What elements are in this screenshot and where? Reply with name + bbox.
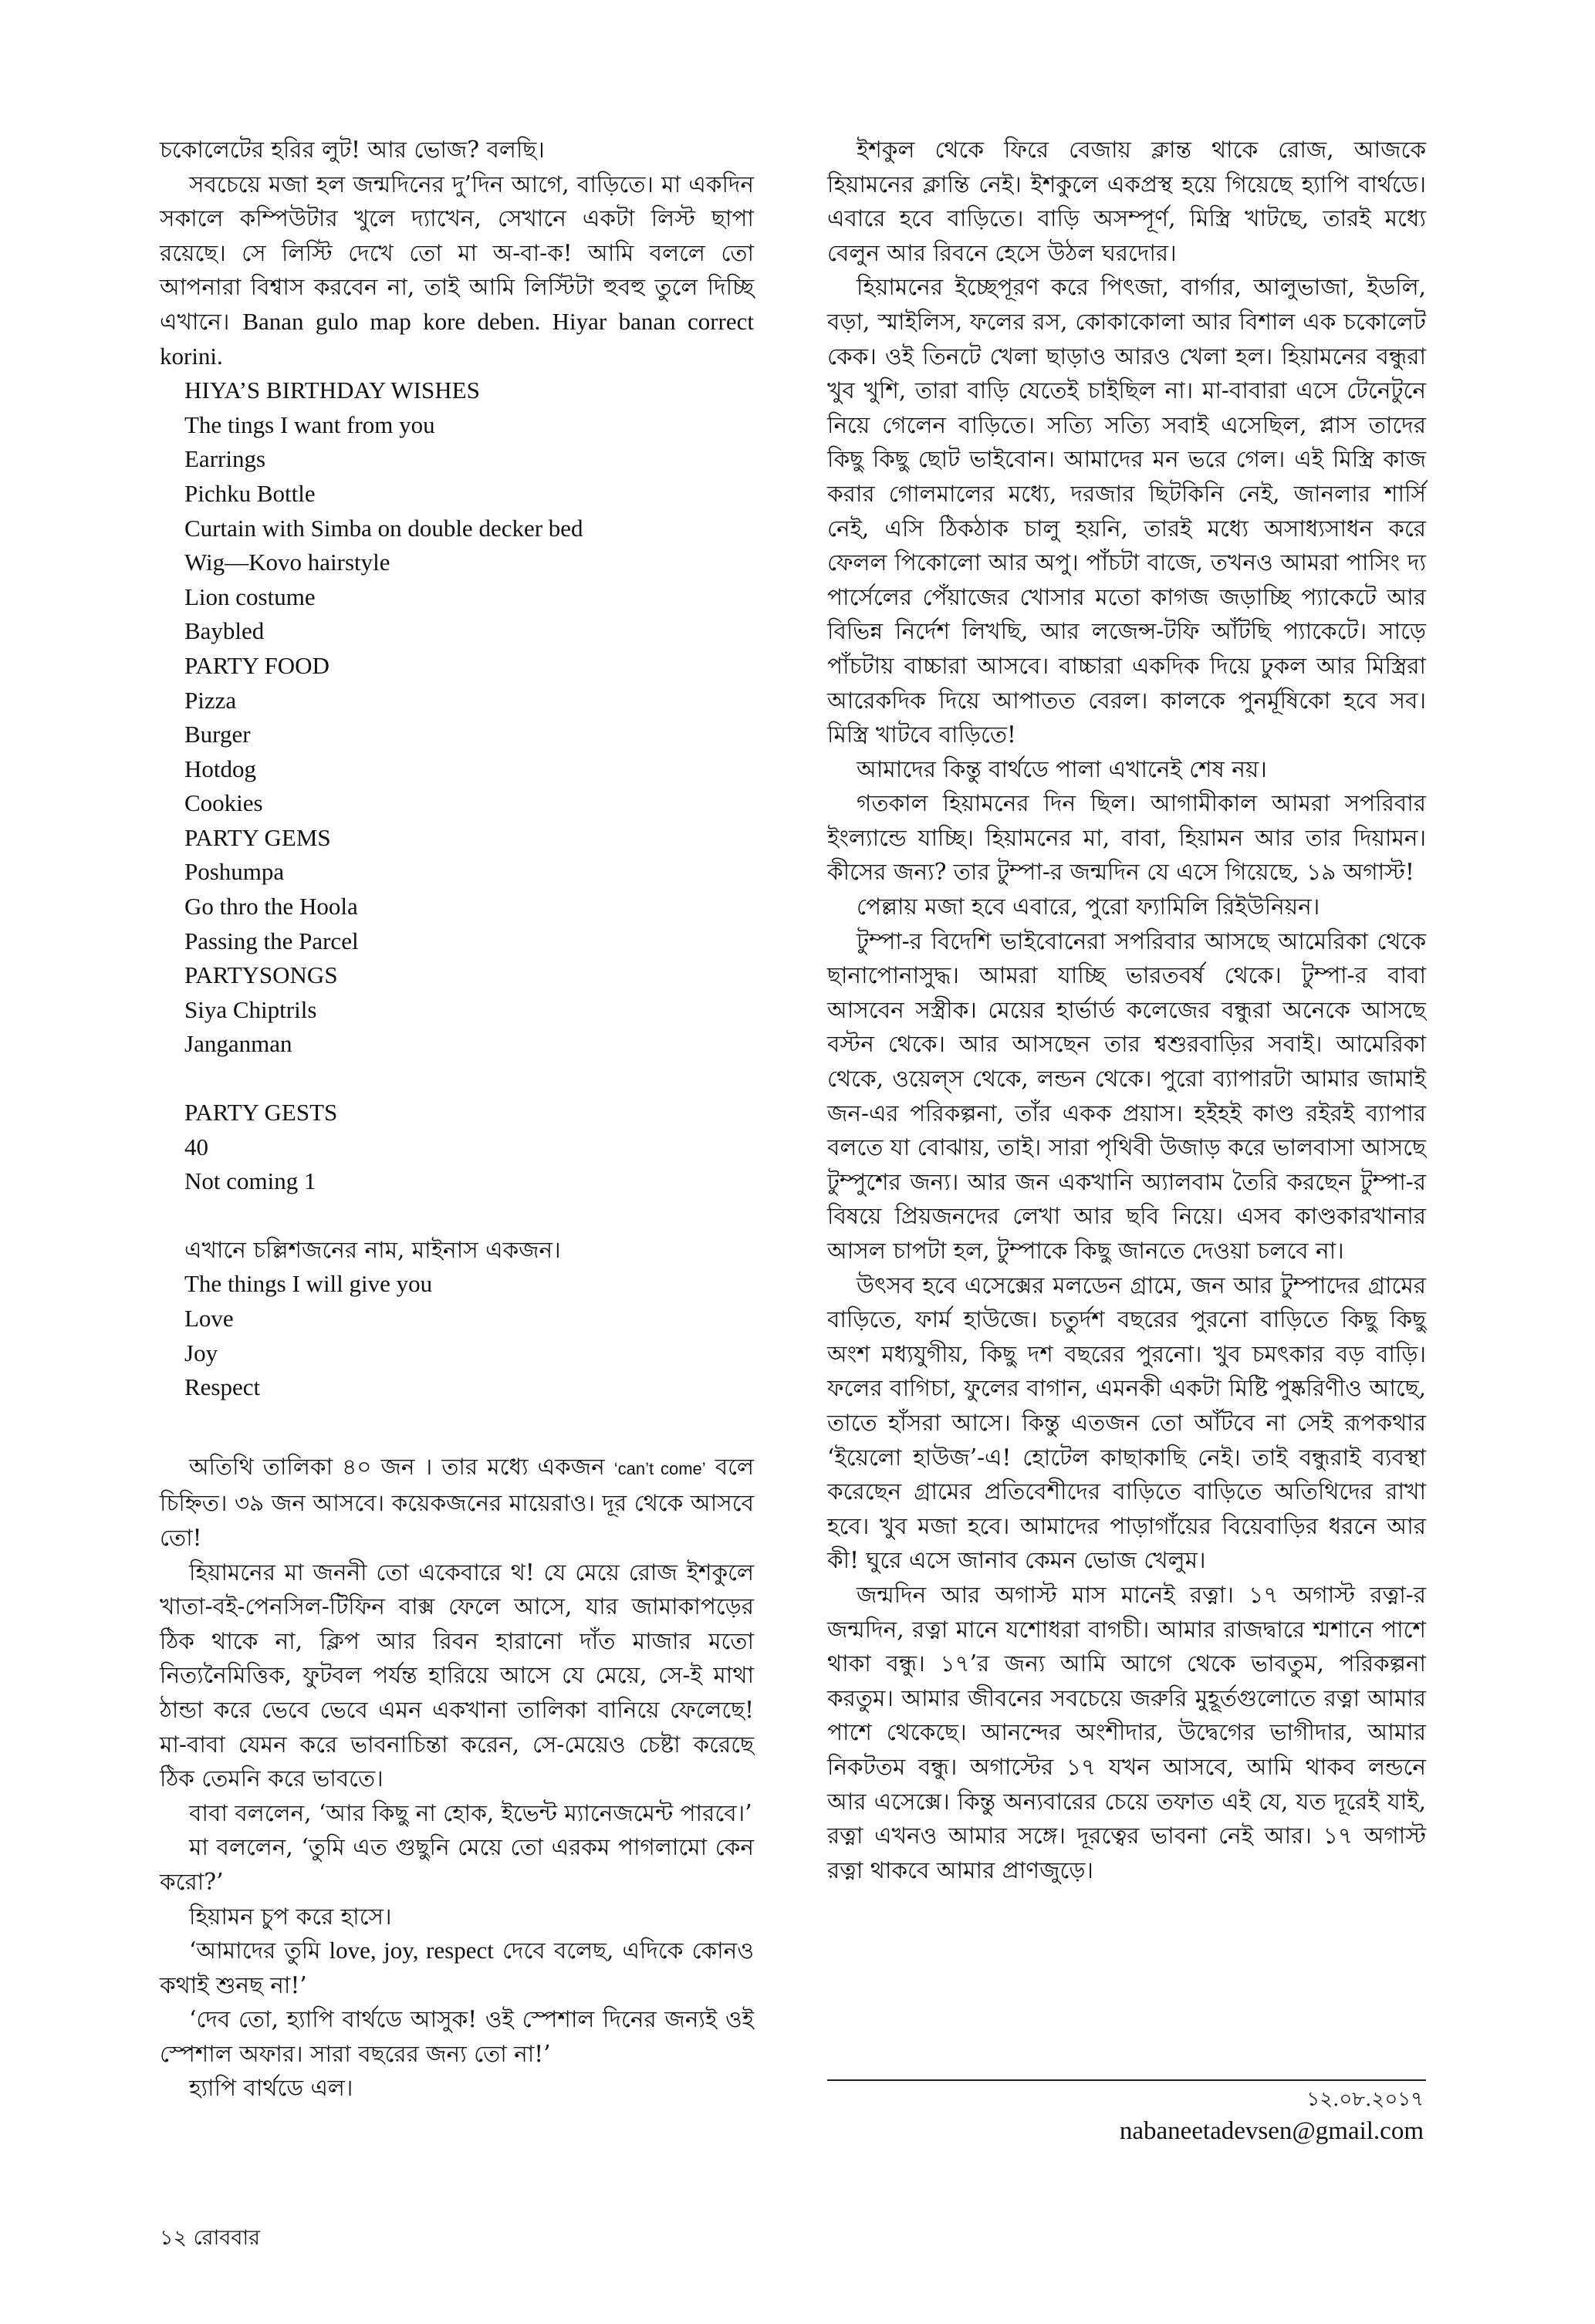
guest-list xyxy=(160,1096,754,1199)
list-item: The tings I want from you xyxy=(184,410,435,438)
paragraph: ইশকুল থেকে ফিরে বেজায় ক্লান্ত থাকে রোজ, আজকে হিয়ামনের ক্লান্তি নেই। ইশকুলে একপ্রস্থ হয়ে গিয়েছে হ্যাপি বার্থডে। এবারে হবে বাড়িতে। বাড়ি অসম্পূর্ণ, মিস্ত্রি খাটছে, তারই মধ্যে বেলুন আর রিবনে হেসে উঠল ঘরদোর। xyxy=(827,137,1426,266)
paragraph-text: অতিথি তালিকা ৪০ জন । তার মধ্যে একজন xyxy=(189,1453,614,1480)
list-item: The things I will give you xyxy=(184,1270,433,1298)
right-column xyxy=(827,133,1426,1887)
list-item: Burger xyxy=(184,721,251,748)
page-folio: ১২ রোববার xyxy=(160,2226,261,2250)
paragraph xyxy=(160,1934,754,2002)
paragraph: উৎসব হবে এসেক্সের মলডেন গ্রামে, জন আর টুম্পাদের গ্রামের বাড়িতে, ফার্ম হাউজে। চতুর্দশ বছরের পুরনো বাড়িতে কিছু কিছু অংশ মধ্যযুগীয়, কিছু দশ বছরের পুরনো। খুব চমৎকার বড় বাড়ি। ফলের বাগিচা, ফুলের বাগান, এমনকী একটা মিষ্টি পুষ্করিণীও আছে, তাতে হাঁসরা আসে। কিন্তু এতজন তো আঁটবে না সেই রূপকথার ‘ইয়েলো হাউজ’-এ! হোটেল কাছাকাছি নেই। তাই বন্ধুরাই ব্যবস্থা করেছেন গ্রামের প্রতিবেশীদের বাড়িতে বাড়িতে অতিথিদের রাখা হবে। খুব মজা হবে। আমাদের পাড়াগাঁয়ের বিয়েবাড়ির ধরনে আর কী! ঘুরে এসে জানাব কেমন ভোজ খেলুম। xyxy=(827,1272,1426,1574)
list-item: Go thro the Hoola xyxy=(184,893,358,920)
list-item: Pichku Bottle xyxy=(184,479,316,507)
spacer xyxy=(160,1199,754,1233)
list-item: Baybled xyxy=(184,617,265,645)
paragraph-english-text: ‘can’t come’ xyxy=(613,1458,706,1478)
list-item: Lion costume xyxy=(184,583,316,610)
list-item: Love xyxy=(184,1305,234,1332)
paragraph: আমাদের কিন্তু বার্থডে পালা এখানেই শেষ নয়। xyxy=(857,755,1267,782)
paragraph xyxy=(160,167,754,374)
list-item: Poshumpa xyxy=(184,858,285,886)
list-note: এখানে চল্লিশজনের নাম, মাইনাস একজন। xyxy=(184,1236,561,1263)
paragraph: হিয়ামনের মা জননী তো একেবারে থ! যে মেয়ে রোজ ইশকুলে খাতা-বই-পেনসিল-টিফিন বাক্স ফেলে আসে, যার জামাকাপড়ের ঠিক থাকে না, ক্লিপ আর রিবন হারানো দাঁত মাজার মতো নিত্যনৈমিত্তিক, ফুটবল পর্যন্ত হারিয়ে আসে যে মেয়ে, সে-ই মাথা ঠান্ডা করে ভেবে ভেবে এমন একখানা তালিকা বানিয়ে ফেলেছে! মা-বাবা যেমন করে ভাবনাচিন্তা করেন, সে-মেয়েও চেষ্টা করেছে ঠিক তেমনি করে ভাবতে। xyxy=(160,1559,754,1792)
list-item: HIYA’S BIRTHDAY WISHES xyxy=(184,377,480,404)
paragraph-text: বলে চিহ্নিত। ৩৯ জন আসবে। কয়েকজনের মায়েরাও। দূর থেকে আসবে তো! xyxy=(160,1453,754,1551)
paragraph: গতকাল হিয়ামনের দিন ছিল। আগামীকাল আমরা সপরিবার ইংল্যান্ডে যাচ্ছি। হিয়ামনের মা, বাবা, হিয়ামন আর তার দিয়ামন। কীসের জন্য? তার টুম্পা-র জন্মদিন যে এসে গিয়েছে, ১৯ অগাস্ট! xyxy=(827,790,1426,886)
paragraph: পেল্লায় মজা হবে এবারে, পুরো ফ্যামিলি রিইউনিয়ন। xyxy=(857,893,1320,920)
paragraph-text: দেবে বলেছ, এদিকে কোনও কথাই শুনছ না!’ xyxy=(160,1937,754,1998)
paragraph: চকোলেটের হরির লুট! আর ভোজ? বলছি। xyxy=(160,137,545,163)
paragraph xyxy=(160,1450,754,1556)
left-column xyxy=(160,133,754,2106)
paragraph: টুম্পা-র বিদেশি ভাইবোনেরা সপরিবার আসছে আমেরিকা থেকে ছানাপোনাসুদ্ধ। আমরা যাচ্ছি ভারতবর্ষ থেকে। টুম্পা-র বাবা আসবেন সস্ত্রীক। মেয়ের হার্ভার্ড কলেজের বন্ধুরা অনেকে আসছে বস্টন থেকে। আর আসছেন তার শ্বশুরবাড়ির সবাই। আমেরিকা থেকে, ওয়েল্‌স থেকে, লন্ডন থেকে। পুরো ব্যাপারটা আমার জামাই জন-এর পরিকল্পনা, তাঁর একক প্রয়াস। হইহই কাণ্ড রইরই ব্যাপার বলতে যা বোঝায়, তাই। সারা পৃথিবী উজাড় করে ভালবাসা আসছে টুম্পুশের জন্য। আর জন একখানি অ্যালবাম তৈরি করছেন টুম্পা-র বিষয়ে প্রিয়জনদের লেখা আর ছবি নিয়ে। এসব কাণ্ডকারখানার আসল চাপটা হল, টুম্পাকে কিছু জানতে দেওয়া চলবে না। xyxy=(827,927,1426,1264)
list-item: PARTY GESTS xyxy=(184,1099,338,1127)
birthday-wish-list xyxy=(160,373,754,1062)
list-item: Pizza xyxy=(184,686,237,714)
list-item: Passing the Parcel xyxy=(184,927,359,954)
publication-date: ১২.০৮.২০১৭ xyxy=(1306,2088,1424,2111)
list-item: Janganman xyxy=(184,1030,292,1058)
paragraph-text: সবচেয়ে মজা হল জন্মদিনের দু’দিন আগে, বাড়িতে। মা একদিন সকালে কম্পিউটার খুলে দ্যাখেন, সেখানে একটা লিস্ট ছাপা রয়েছে। সে লিস্টি দেখে তো মা অ-বা-ক! আমি বললে তো আপনারা বিশ্বাস করবেন না, তাই আমি লিস্টিটা হুবহু তুলে দিচ্ছি এখানে। xyxy=(160,171,754,335)
paragraph-english-text: Banan gulo map kore deben. Hiyar banan correct korini. xyxy=(160,307,754,370)
paragraph-english-text: love, joy, respect xyxy=(329,1937,494,1964)
give-list xyxy=(160,1267,754,1404)
author-email: nabaneetadevsen@gmail.com xyxy=(1119,2117,1424,2145)
list-item: Cookies xyxy=(184,789,263,817)
paragraph: হিয়ামন চুপ করে হাসে। xyxy=(189,1903,392,1930)
list-item: Hotdog xyxy=(184,755,256,782)
list-item: PARTY GEMS xyxy=(184,823,331,851)
list-item: PARTYSONGS xyxy=(184,961,338,989)
paragraph: জন্মদিন আর অগাস্ট মাস মানেই রত্না। ১৭ অগাস্ট রত্না-র জন্মদিন, রত্না মানে যশোধরা বাগচী। আমার রাজদ্বারে শ্মশানে পাশে থাকা বন্ধু। ১৭’র জন্য আমি আগে থেকে ভাবতুম, পরিকল্পনা করতুম। আমার জীবনের সবচেয়ে জরুরি মুহূর্তগুলোতে রত্না আমার পাশে থেকেছে। আনন্দের অংশীদার, উদ্বেগের ভাগীদার, আমার নিকটতম বন্ধু। অগাস্টের ১৭ যখন আসবে, আমি থাকব লন্ডনে আর এসেক্সে। কিন্তু অন্যবারের চেয়ে তফাত এই যে, যত দূরেই যাই, রত্না এখনও আমার সঙ্গে। দূরত্বের ভাবনা নেই আর। ১৭ অগাস্ট রত্না থাকবে আমার প্রাণজুড়ে। xyxy=(827,1581,1426,1883)
list-item: Earrings xyxy=(184,445,266,473)
paragraph: হ্যাপি বার্থডে এল। xyxy=(189,2075,353,2102)
list-item: Not coming 1 xyxy=(184,1167,316,1195)
list-item: Curtain with Simba on double decker bed xyxy=(184,514,583,542)
paragraph: মা বললেন, ‘তুমি এত গুছুনি মেয়ে তো এরকম পাগলামো কেন করো?’ xyxy=(160,1834,754,1895)
spacer xyxy=(160,1062,754,1096)
list-item: Siya Chiptrils xyxy=(184,995,317,1023)
list-item: 40 xyxy=(184,1133,208,1160)
list-item: Respect xyxy=(184,1373,261,1401)
paragraph-text: ‘আমাদের তুমি xyxy=(189,1937,329,1964)
paragraph: বাবা বললেন, ‘আর কিছু না হোক, ইভেন্ট ম্যানেজমেন্ট পারবে।’ xyxy=(189,1799,752,1826)
list-item: Joy xyxy=(184,1339,218,1366)
spacer xyxy=(160,1405,754,1450)
list-item: Wig—Kovo hairstyle xyxy=(184,549,390,576)
list-item: PARTY FOOD xyxy=(184,651,329,679)
paragraph: ‘দেব তো, হ্যাপি বার্থডে আসুক! ওই স্পেশাল দিনের জন্যই ওই স্পেশাল অফার। সারা বছরের জন্য তো না!’ xyxy=(160,2006,754,2067)
column-end-rule xyxy=(827,2079,1426,2081)
paragraph: হিয়ামনের ইচ্ছেপূরণ করে পিৎজা, বার্গার, আলুভাজা, ইডলি, বড়া, স্মাইলিস, ফলের রস, কোকাকোলা আর বিশাল এক চকোলেট কেক। ওই তিনটে খেলা ছাড়াও আরও খেলা হল। হিয়ামনের বন্ধুরা খুব খুশি, তারা বাড়ি যেতেই চাইছিল না। মা-বাবারা এসে টেনেটুনে নিয়ে গেলেন বাড়িতে। সত্যি সত্যি সবাই এসেছিল, প্লাস তাদের কিছু কিছু ছোট ভাইবোন। আমাদের মন ভরে গেল। এই মিস্ত্রি কাজ করার গোলমালের মধ্যে, দরজার ছিটকিনি নেই, জানলার শার্সি নেই, এসি ঠিকঠাক চালু হয়নি, তারই মধ্যে অসাধ্যসাধন করে ফেলল পিকোলো আর অপু। পাঁচটা বাজে, তখনও আমরা পাসিং দ্য পার্সেলের পেঁয়াজের খোসার মতো কাগজ জড়াচ্ছি প্যাকেটে আর বিভিন্ন নির্দেশ লিখছি, আর লজেন্স-টফি আঁটছি প্যাকেটে। সাড়ে পাঁচটায় বাচ্চারা আসবে। বাচ্চারা একদিক দিয়ে ঢুকল আর মিস্ত্রিরা আরেকদিক দিয়ে আপাতত বেরল। কালকে পুনর্মূষিকো হবে সব। মিস্ত্রি খাটবে বাড়িতে! xyxy=(827,274,1426,748)
